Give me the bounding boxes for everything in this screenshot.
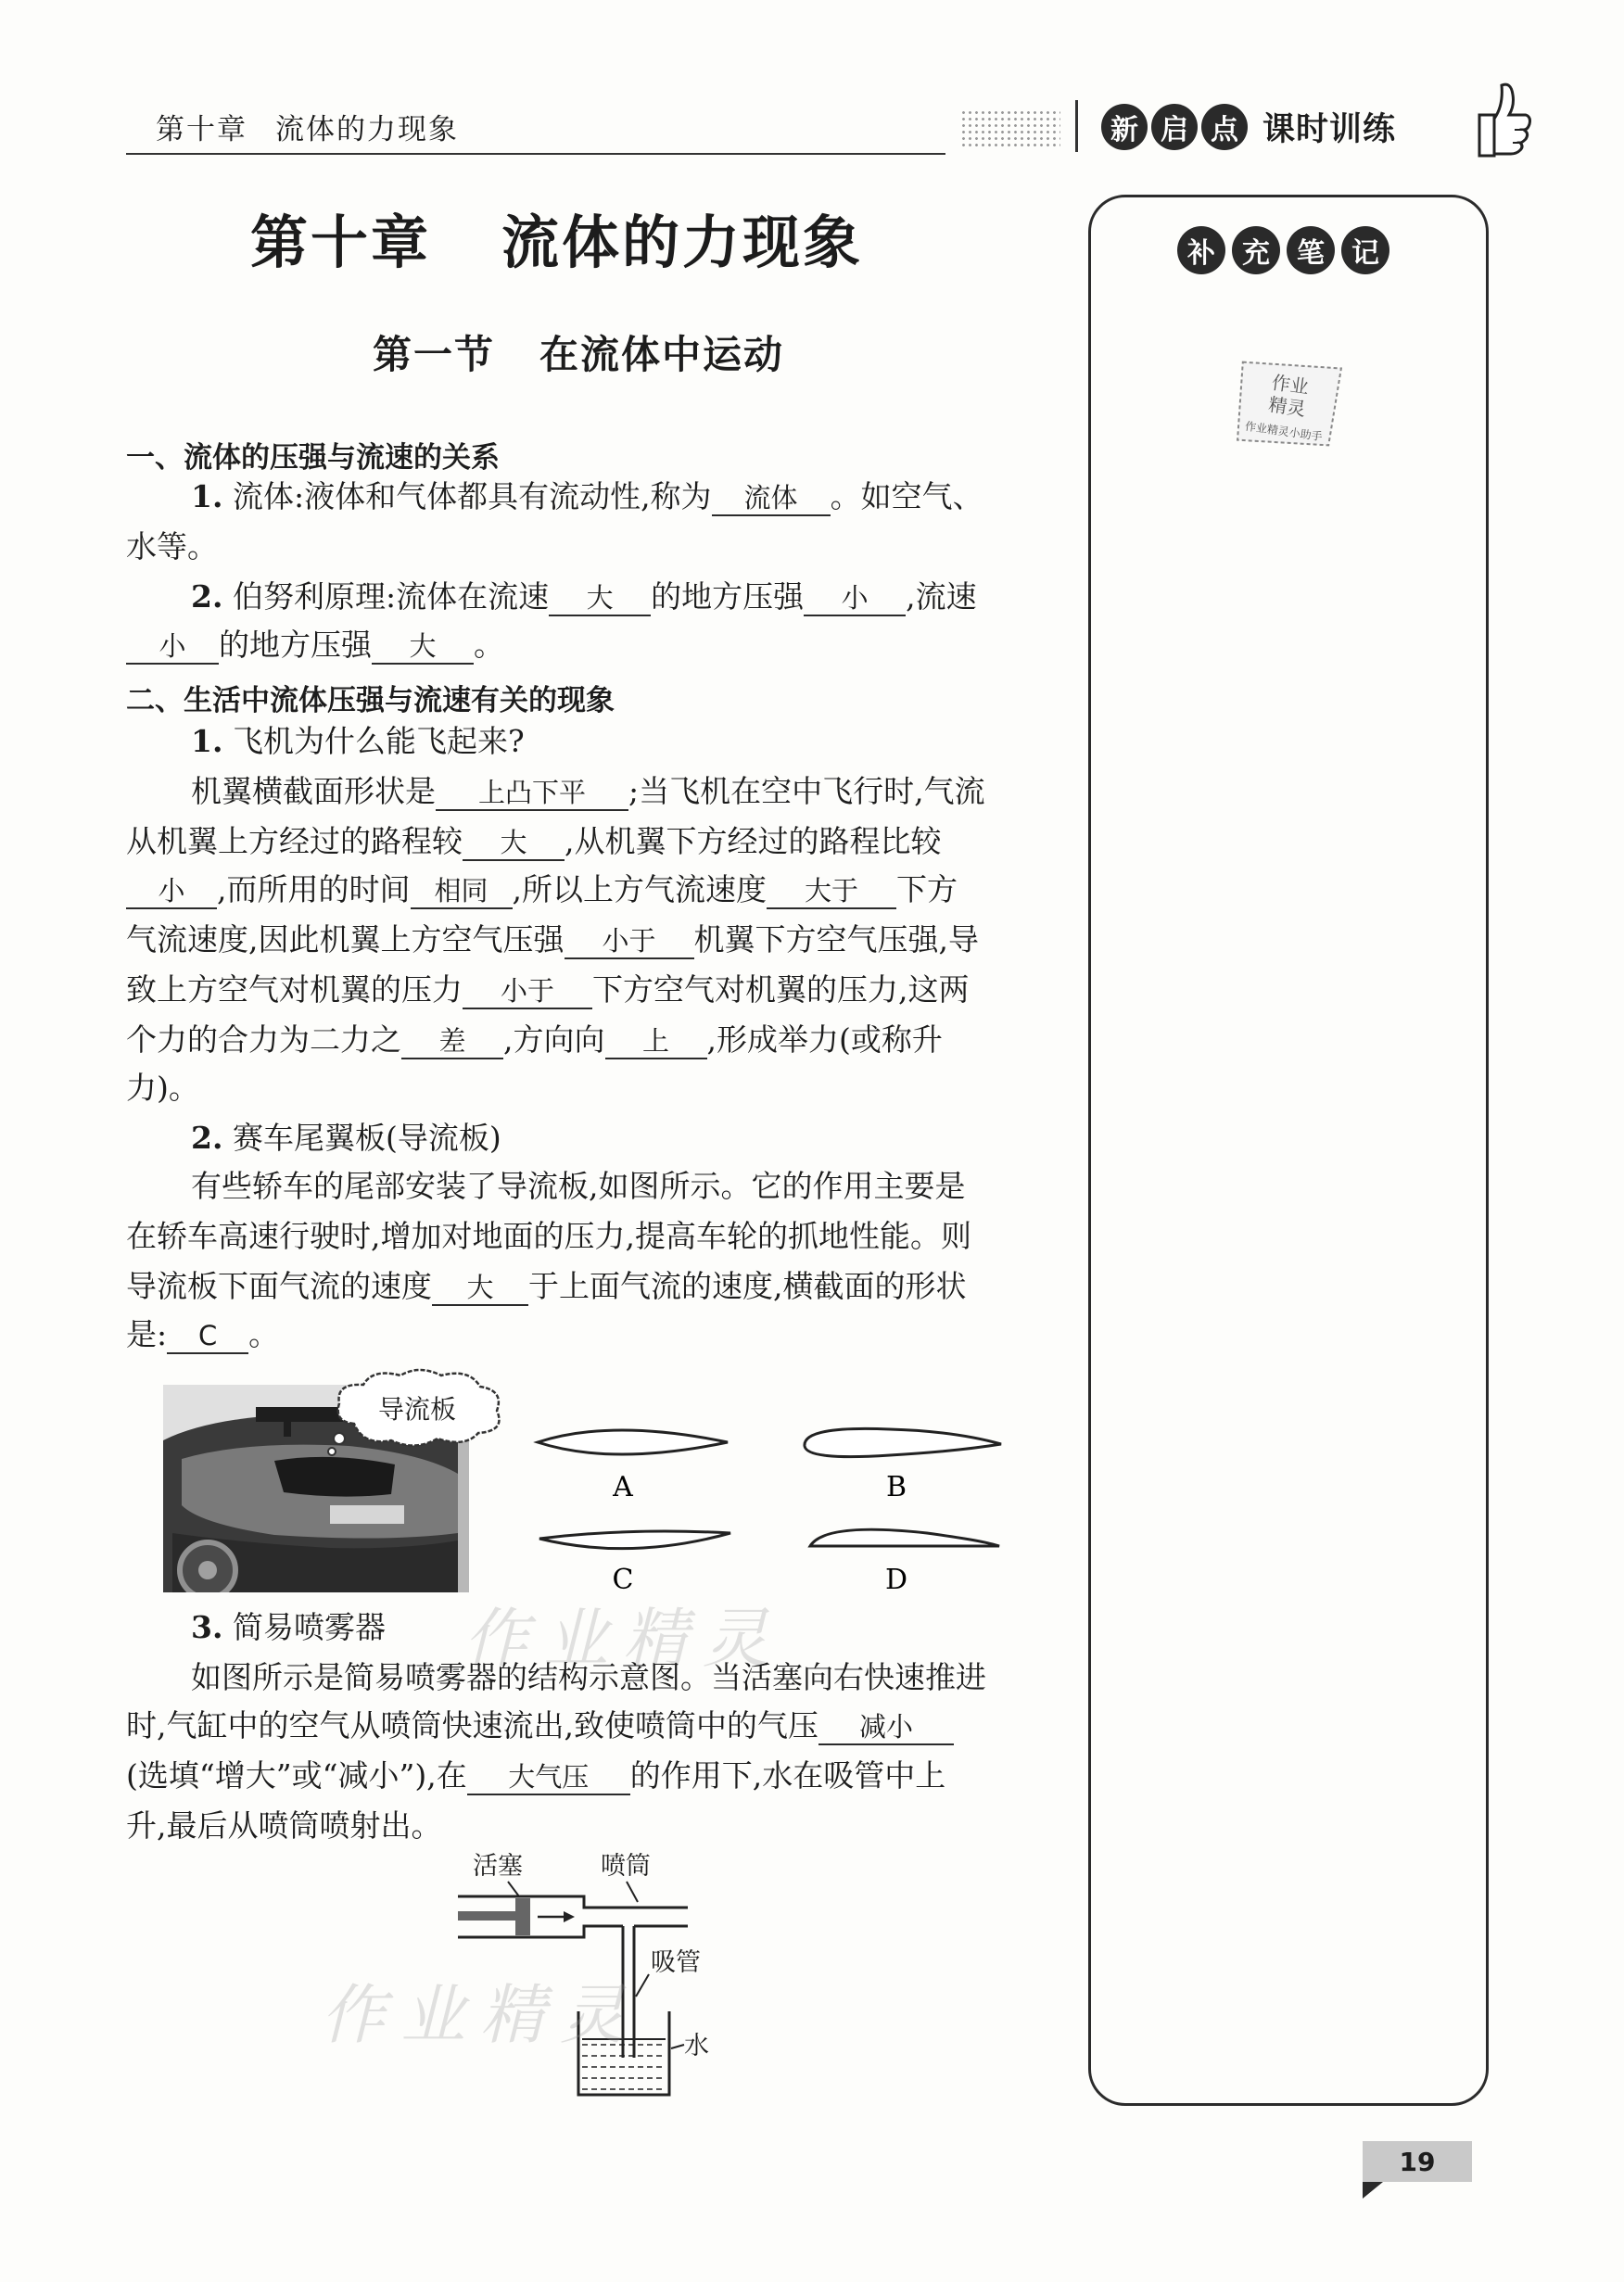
notes-title-char: 充 xyxy=(1232,226,1280,274)
header-dot-pattern xyxy=(960,109,1060,146)
p2-q1-line6 xyxy=(126,1021,943,1059)
answer-blank: 上凸下平 xyxy=(436,776,628,811)
label-nozzle: 喷筒 xyxy=(601,1852,651,1881)
answer-blank: 相同 xyxy=(411,874,513,909)
chapter-topic: 流体的力现象 xyxy=(501,209,864,276)
section-number: 第一节 xyxy=(373,332,496,377)
question-text: 。 xyxy=(474,627,504,663)
header-topic: 流体的力现象 xyxy=(275,113,459,146)
question-text: 个力的合力为二力之 xyxy=(126,1021,401,1058)
answer-blank: 小 xyxy=(804,581,906,616)
question-text: ,方向向 xyxy=(503,1021,605,1058)
question-number: 3. xyxy=(191,1609,223,1645)
label-piston: 活塞 xyxy=(473,1852,523,1881)
brand-logo xyxy=(1101,104,1396,150)
answer-blank: 大气压 xyxy=(467,1760,630,1795)
question-text: 于上面气流的速度,横截面的形状 xyxy=(528,1268,967,1304)
question-number: 2. xyxy=(191,1120,223,1156)
stamp-line-2: 精灵 xyxy=(1267,393,1308,421)
airfoil-options xyxy=(519,1418,1020,1613)
answer-blank: 小于 xyxy=(565,924,694,959)
header-chapter: 第十章 xyxy=(156,113,247,146)
question-number: 1. xyxy=(191,478,223,514)
airfoil-b xyxy=(805,1428,1001,1503)
answer-blank: 大 xyxy=(549,581,651,616)
p2-q3-line2 xyxy=(126,1707,954,1745)
question-title: 简易喷雾器 xyxy=(232,1609,386,1645)
question-text: 。如空气、 xyxy=(830,478,983,514)
question-title: 飞机为什么能飞起来? xyxy=(232,723,525,759)
header-rule xyxy=(126,153,945,155)
watermark-stamp-logo xyxy=(1224,350,1353,471)
question-text: ;当飞机在空中飞行时,气流 xyxy=(628,773,985,809)
p2-q2-line3 xyxy=(126,1268,967,1306)
question-text: 导流板下面气流的速度 xyxy=(126,1268,432,1304)
answer-blank: 小于 xyxy=(463,974,592,1009)
thumbs-up-icon xyxy=(1466,78,1533,161)
p2-q1-line7: 力)。 xyxy=(126,1070,199,1106)
p2-q2-line4 xyxy=(126,1316,279,1354)
option-label: C xyxy=(612,1564,634,1596)
section-title xyxy=(373,324,784,380)
p1-q1-line1 xyxy=(191,478,983,516)
page-number-tab-corner xyxy=(1363,2182,1383,2199)
question-text: 是: xyxy=(126,1316,168,1352)
notes-title-char: 笔 xyxy=(1287,226,1335,274)
section-name: 在流体中运动 xyxy=(539,332,785,377)
question-text: 机翼下方空气压强,导 xyxy=(693,921,979,957)
p2-q1-line1 xyxy=(191,773,985,811)
notes-title xyxy=(1177,226,1389,274)
option-label: B xyxy=(885,1471,907,1503)
page-number: 19 xyxy=(1363,2141,1472,2182)
question-text: 。 xyxy=(248,1316,280,1352)
question-text: ,从机翼下方经过的路程比较 xyxy=(565,823,942,859)
question-text: (选填“增大”或“减小”),在 xyxy=(126,1757,467,1794)
question-text: ,流速 xyxy=(906,578,977,615)
answer-blank: 流体 xyxy=(712,481,831,516)
label-straw: 吸管 xyxy=(651,1948,701,1977)
stamp-line-3: 作业精灵小助手 xyxy=(1244,419,1324,444)
stamp-line-1: 作业 xyxy=(1270,371,1311,399)
question-title: 赛车尾翼板(导流板) xyxy=(232,1120,501,1156)
chapter-title xyxy=(250,197,863,279)
p2-q1-line5 xyxy=(126,971,970,1009)
answer-blank: 差 xyxy=(401,1024,503,1059)
brand-char-3: 点 xyxy=(1201,104,1248,150)
question-number: 1. xyxy=(191,723,223,759)
question-text: 伯努利原理:流体在流速 xyxy=(232,578,550,615)
brand-suffix: 课时训练 xyxy=(1262,111,1397,148)
answer-blank: C xyxy=(167,1319,248,1354)
notes-title-char: 记 xyxy=(1341,226,1389,274)
option-label: D xyxy=(884,1564,908,1596)
callout-label: 导流板 xyxy=(377,1394,457,1425)
answer-blank: 减小 xyxy=(818,1710,954,1745)
p2-q2-title xyxy=(191,1120,501,1157)
question-text: 的地方压强 xyxy=(219,627,372,663)
question-text: ,形成举力(或称升 xyxy=(706,1021,943,1058)
option-label: A xyxy=(613,1471,633,1503)
header-divider xyxy=(1075,100,1078,152)
question-text: 机翼横截面形状是 xyxy=(191,773,436,809)
running-header xyxy=(156,106,459,147)
question-number: 2. xyxy=(191,578,223,615)
notes-title-char: 补 xyxy=(1177,226,1225,274)
question-text: ,所以上方气流速度 xyxy=(512,871,767,907)
airfoil-a xyxy=(538,1430,728,1503)
p2-q3-title xyxy=(191,1609,386,1646)
brand-char-2: 启 xyxy=(1151,104,1198,150)
answer-blank: 小 xyxy=(126,874,217,909)
p2-q1-title xyxy=(191,723,525,760)
notes-panel xyxy=(1088,195,1489,2106)
question-text: 的作用下,水在吸管中上 xyxy=(629,1757,946,1794)
p2-q1-line3 xyxy=(126,871,958,909)
answer-blank: 大于 xyxy=(767,874,896,909)
answer-blank: 大 xyxy=(432,1271,528,1306)
answer-blank: 大 xyxy=(463,826,565,861)
p2-q2-line1: 有些轿车的尾部安装了导流板,如图所示。它的作用主要是 xyxy=(191,1168,966,1204)
p2-q1-line4 xyxy=(126,921,979,959)
question-text: 的地方压强 xyxy=(651,578,805,615)
watermark-1: 作业精灵 xyxy=(463,1601,782,1677)
chapter-number: 第十章 xyxy=(250,209,432,276)
part1-heading: 一、流体的压强与流速的关系 xyxy=(126,441,500,475)
part2-heading: 二、生活中流体压强与流速有关的现象 xyxy=(126,684,615,717)
p2-q2-line2: 在轿车高速行驶时,增加对地面的压力,提高车轮的抓地性能。则 xyxy=(126,1218,971,1254)
question-text: 下方空气对机翼的压力,这两 xyxy=(592,971,970,1008)
question-text: ,而所用的时间 xyxy=(217,871,411,907)
question-text: 气流速度,因此机翼上方空气压强 xyxy=(126,921,565,957)
answer-blank: 小 xyxy=(126,629,219,665)
question-text: 致上方空气对机翼的压力 xyxy=(126,971,463,1008)
brand-char-1: 新 xyxy=(1101,104,1148,150)
p1-q2-line1 xyxy=(191,578,977,616)
spoiler-callout-cloud xyxy=(326,1366,506,1459)
airfoil-d xyxy=(810,1529,999,1596)
question-text: 下方 xyxy=(896,871,958,907)
answer-blank: 大 xyxy=(372,629,474,665)
p2-q3-line1: 如图所示是简易喷雾器的结构示意图。当活塞向右快速推进 xyxy=(191,1659,986,1695)
question-text: 流体:液体和气体都具有流动性,称为 xyxy=(232,478,712,514)
question-text: 从机翼上方经过的路程较 xyxy=(126,823,463,859)
p1-q1-line2: 水等。 xyxy=(126,528,218,564)
question-text: 时,气缸中的空气从喷筒快速流出,致使喷筒中的气压 xyxy=(126,1707,818,1743)
p1-q2-line2 xyxy=(126,627,504,665)
answer-blank: 上 xyxy=(605,1024,707,1059)
watermark-2: 作业精灵 xyxy=(321,1977,640,2053)
p2-q3-line4: 升,最后从喷筒喷射出。 xyxy=(126,1807,442,1844)
label-water: 水 xyxy=(684,2032,709,2060)
p2-q3-line3 xyxy=(126,1757,945,1795)
p2-q1-line2 xyxy=(126,823,942,861)
